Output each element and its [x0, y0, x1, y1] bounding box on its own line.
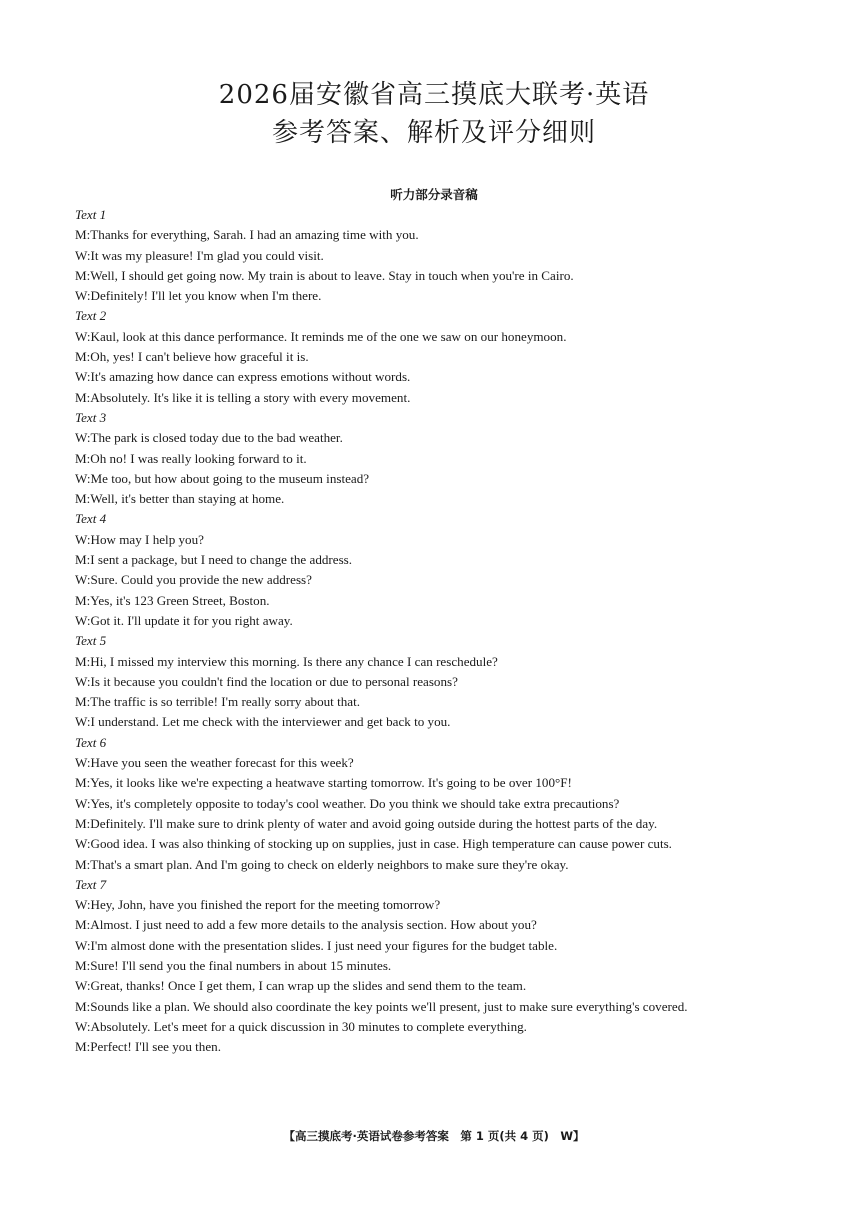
text-heading: Text 7	[75, 876, 107, 892]
dialogue-line: W:It's amazing how dance can express emotions without words.	[75, 369, 411, 385]
dialogue-line: W:I understand. Let me check with the interviewer and get back to you.	[75, 714, 451, 730]
dialogue-line: M:Absolutely. It's like it is telling a story with every movement.	[75, 389, 411, 405]
dialogue-line: M:Hi, I missed my interview this morning. Is there any chance I can reschedule?	[75, 653, 498, 669]
dialogue-line: M:Perfect! I'll see you then.	[75, 1039, 221, 1055]
dialogue-line: W:Definitely! I'll let you know when I'm there.	[75, 288, 322, 304]
dialogue-line: W:Hey, John, have you finished the report for the meeting tomorrow?	[75, 897, 441, 913]
text-heading: Text 5	[75, 633, 107, 649]
dialogue-line: W:Got it. I'll update it for you right away.	[75, 612, 293, 628]
dialogue-line: M:Oh, yes! I can't believe how graceful it is.	[75, 349, 309, 365]
dialogue-line: W:Me too, but how about going to the museum instead?	[75, 470, 370, 486]
dialogue-line: M:Well, it's better than staying at home.	[75, 491, 285, 507]
text-heading: Text 2	[75, 308, 107, 324]
dialogue-line: W:Is it because you couldn't find the location or due to personal reasons?	[75, 673, 458, 689]
dialogue-line: M:Thanks for everything, Sarah. I had an amazing time with you.	[75, 227, 419, 243]
text-heading: Text 4	[75, 511, 107, 527]
dialogue-line: M:Definitely. I'll make sure to drink plenty of water and avoid going outside during the hottest parts of the day.	[75, 815, 658, 831]
dialogue-line: W:Good idea. I was also thinking of stocking up on supplies, just in case. High temperature can cause power cuts.	[75, 836, 672, 852]
dialogue-line: M:Oh no! I was really looking forward to it.	[75, 450, 307, 466]
title-line-1: 2026届安徽省高三摸底大联考·英语	[218, 80, 650, 110]
dialogue-line: M:That's a smart plan. And I'm going to check on elderly neighbors to make sure they're okay.	[75, 856, 569, 872]
dialogue-line: W:Yes, it's completely opposite to today's cool weather. Do you think we should take extra precautions?	[75, 795, 620, 811]
dialogue-line: W:How may I help you?	[75, 531, 204, 547]
dialogue-line: M:Almost. I just need to add a few more details to the analysis section. How about you?	[75, 917, 537, 933]
dialogue-line: W:I'm almost done with the presentation slides. I just need your figures for the budget table.	[75, 937, 558, 953]
dialogue-line: M:Well, I should get going now. My train is about to leave. Stay in touch when you're in Cairo.	[75, 267, 574, 283]
dialogue-line: W:Have you seen the weather forecast for this week?	[75, 755, 354, 771]
text-heading: Text 3	[75, 409, 107, 425]
dialogue-line: M:Sounds like a plan. We should also coordinate the key points we'll present, just to make sure everything's covered.	[75, 998, 688, 1014]
dialogue-line: M:Sure! I'll send you the final numbers in about 15 minutes.	[75, 957, 392, 973]
dialogue-line: W:It was my pleasure! I'm glad you could visit.	[75, 247, 324, 263]
dialogue-line: W:Great, thanks! Once I get them, I can wrap up the slides and send them to the team.	[75, 978, 527, 994]
dialogue-line: W:Sure. Could you provide the new address?	[75, 572, 312, 588]
page-footer: 【高三摸底考·英语试卷参考答案 第 1 页(共 4 页) W】	[283, 1129, 585, 1143]
dialogue-line: W:The park is closed today due to the bad weather.	[75, 430, 343, 446]
text-heading: Text 6	[75, 734, 107, 750]
dialogue-line: M:I sent a package, but I need to change the address.	[75, 552, 353, 568]
title-line-2: 参考答案、解析及评分细则	[271, 118, 596, 148]
listening-transcript	[75, 205, 797, 1057]
dialogue-line: W:Absolutely. Let's meet for a quick discussion in 30 minutes to complete everything.	[75, 1018, 527, 1034]
text-heading: Text 1	[75, 207, 107, 222]
dialogue-line: M:Yes, it looks like we're expecting a heatwave starting tomorrow. It's going to be over 100°F!	[75, 775, 572, 791]
dialogue-line: W:Kaul, look at this dance performance. It reminds me of the one we saw on our honeymoon.	[75, 328, 567, 344]
section-title: 听力部分录音稿	[390, 187, 478, 202]
dialogue-line: M:The traffic is so terrible! I'm really sorry about that.	[75, 694, 360, 710]
page-title	[0, 78, 868, 150]
dialogue-line: M:Yes, it's 123 Green Street, Boston.	[75, 592, 270, 608]
